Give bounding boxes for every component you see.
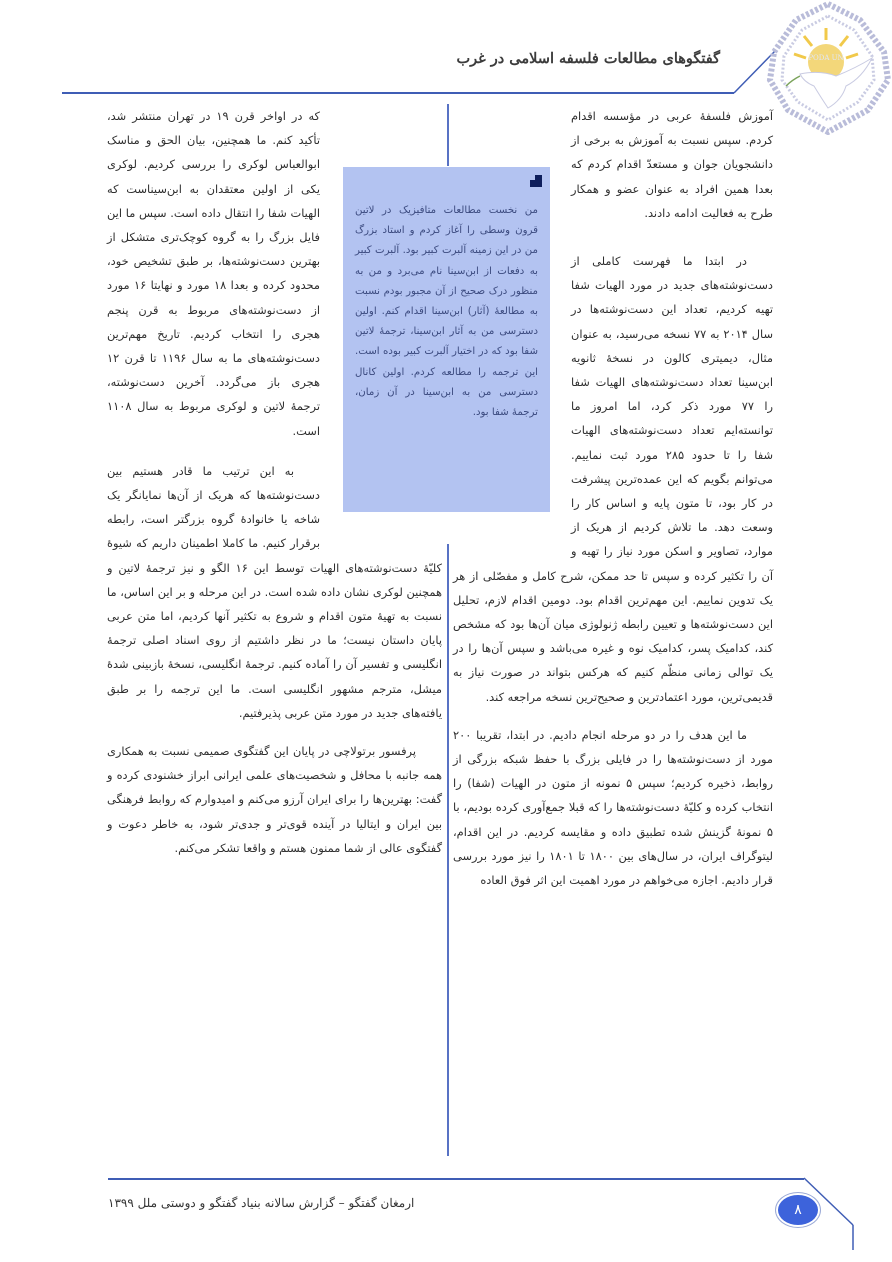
quote-corner-icon xyxy=(530,175,542,187)
paragraph: در ابتدا ما فهرست کاملی از دست‌نوشته‌های جدید در مورد الهیات شفا تهیه کردیم، تعداد این دست‌نوشته‌ها در سال ۲۰۱۴ به ۷۷ نسخه می‌رسید، به عنوان مثال، دیمیتری کالون در نسخهٔ ثانویه ابن‌سینا تعداد دست‌نوشته‌های الهیات شفا را ۷۷ مورد ذکر کرد، اما امروز ما توانسته‌ایم تعداد دست‌نوشته‌های الهیات شفا را تا حدود ۲۸۵ مورد ثبت نماییم. می‌توانم بگویم که این عمده‌ترین پیشرفت در کار بود، تا متون پایه و اساس کار را وسعت دهد. ما تلاش کردیم از هریک از موارد، تصاویر و اسکن مورد نیاز را تهیه و آن را تکثیر کرده و سپس تا حد ممکن، شرح کامل و مفصّلی از هر یک تدوین نماییم. این مهم‌ترین اقدام بود. دومین اقدام لازم، تحلیل این دست‌نوشته‌ها و تعیین رابطه ژنولوژی میان آن‌ها بود که مشخص کند، کدامیک پسر، کدامیک نوه و غیره می‌باشد و سپس آن‌ها را در یک توالی زمانی منظّم کنیم که هرکس بتواند در صورت نیاز به قدیمی‌ترین، مورد اعتمادترین و صحیح‌ترین نسخه مراجعه کند. xyxy=(453,254,773,704)
page-number-badge: ۸ xyxy=(778,1195,818,1225)
paragraph: که در اواخر قرن ۱۹ در تهران منتشر شد، تأکید کنم. ما همچنین، بیان الحق و مناسک ابوالعباس لوکری را بررسی کردیم. لوکری یکی از اولین معتقدان به ابن‌سیناست که الهیات شفا را انتقال داده است. سپس ما این فایل بزرگ را به گروه کوچک‌تری متشکل از بهترین دست‌نوشته‌ها، بر طبق تشخیص خود، محدود کرده و بعدا ۱۸ مورد و نهایتا ۱۶ مورد از دست‌نوشته‌های مربوط به قرن پنجم هجری را انتخاب کردیم. تاریخ مهم‌ترین دست‌نوشته‌های ما به سال ۱۱۹۶ تا قرن ۱۲ هجری باز می‌گردد. آخرین دست‌نوشته، ترجمهٔ لاتین و لوکری مربوط به سال ۱۱۰۸ است. xyxy=(107,109,321,438)
paragraph-spacer xyxy=(107,725,442,739)
header-rule xyxy=(62,92,734,94)
paragraph-spacer xyxy=(453,709,773,723)
footer-rule xyxy=(108,1178,804,1180)
running-footer-text: ارمغان گفتگو – گزارش سالانه بنیاد گفتگو و دوستی ملل ۱۳۹۹ xyxy=(108,1196,415,1210)
paragraph: آموزش فلسفهٔ عربی در مؤسسه اقدام کردم. سپس نسبت به آموزش به برخی از دانشجویان جوان و مستعدّ اقدام کردم که بعدا همین افراد به عنوان عضو و همکار طرح به فعالیت ادامه دادند. xyxy=(571,109,773,220)
paragraph: ما این هدف را در دو مرحله انجام دادیم. در ابتدا، تقریبا ۲۰۰ مورد از دست‌نوشته‌ها را در فایلی بزرگ با حفظ شبکه بزرگی از روابط، ذخیره کردیم؛ سپس ۵ نمونه از متون در الهیات (شفا) را انتخاب کرده و کلیّهٔ دست‌نوشته‌ها را که قبلا جمع‌آوری کرده بودیم، با ۵ نمونهٔ گزینش شده تطبیق داده و مقایسه کردیم. در این اقدام، لیتوگراف ایران، در سال‌های بین ۱۸۰۰ تا ۱۸۰۱ را نیز مورد بررسی قرار دادیم. اجازه می‌خواهم در مورد اهمیت این اثر فوق العاده xyxy=(453,727,773,888)
paragraph: به این ترتیب ما قادر هستیم بین دست‌نوشته‌ها که هریک از آن‌ها نمایانگر یک شاخه یا خانوادهٔ گروه بزرگتر است، رابطه برقرار کنیم. ما کاملا اطمینان داریم که شیوهٔ کلیّهٔ دست‌نوشته‌های الهیات توسط این ۱۶ الگو و نیز ترجمهٔ لاتین و همچنین لوکری نشان داده شده است. در این مرحله و بر این اساس، ما نسبت به تهیهٔ متون اقدام و شروع به تکثیر آنها کردیم، اما متن عربی پایان داستان نیست؛ ما در نظر داشتیم از روی اسناد اصلی ترجمهٔ انگلیسی و تفسیر آن را آماده کنیم. ترجمهٔ انگلیسی، نسخهٔ بازبینی شدهٔ میشل، مترجم مشهور انگلیسی است. ما این ترجمه را بر طبق یافته‌های جدید در مورد متن عربی پذیرفتیم. xyxy=(107,463,442,720)
pull-quote-text: من نخست مطالعات متافیزیک در لاتین قرون وسطی را آغاز کردم و استاد بزرگ من در این زمینه آلبرت کبیر بود. آلبرت کبیر به دفعات از ابن‌سینا نام می‌برد و من به منظور درک صحیح از آن مجبور بودم نسبت به مطالعهٔ (آثار) ابن‌سینا اقدام کنم. اولین دسترسی من به آثار ابن‌سینا، ترجمهٔ لاتین شفا بود که در اختیار آلبرت کبیر بوده است. این ترجمه را مطالعه کردم. اولین کانال دسترسی من به ابن‌سینا در آن زمان، ترجمهٔ شفا بود. xyxy=(355,205,538,419)
logo-text: PODA UN xyxy=(808,54,844,62)
paragraph: پرفسور برتولاچی در پایان این گفتگوی صمیمی نسبت به همکاری همه جانبه با محافل و شخصیت‌های علمی ایرانی ابراز خشنودی کرده و گفت: بهترین‌ها را برای ایران آرزو می‌کنم و امیدوارم که روابط فرهنگی بین ایران و ایتالیا در آینده قوی‌تر و جدی‌تر شود، به خاطر دعوت و گفتگوی عالی از شما ممنون هستم و واقعا تشکر می‌کنم. xyxy=(107,744,442,855)
organization-logo xyxy=(764,0,892,135)
pull-quote-box xyxy=(343,167,550,512)
running-header-title: گفتگوهای مطالعات فلسفه اسلامی در غرب xyxy=(456,50,720,67)
